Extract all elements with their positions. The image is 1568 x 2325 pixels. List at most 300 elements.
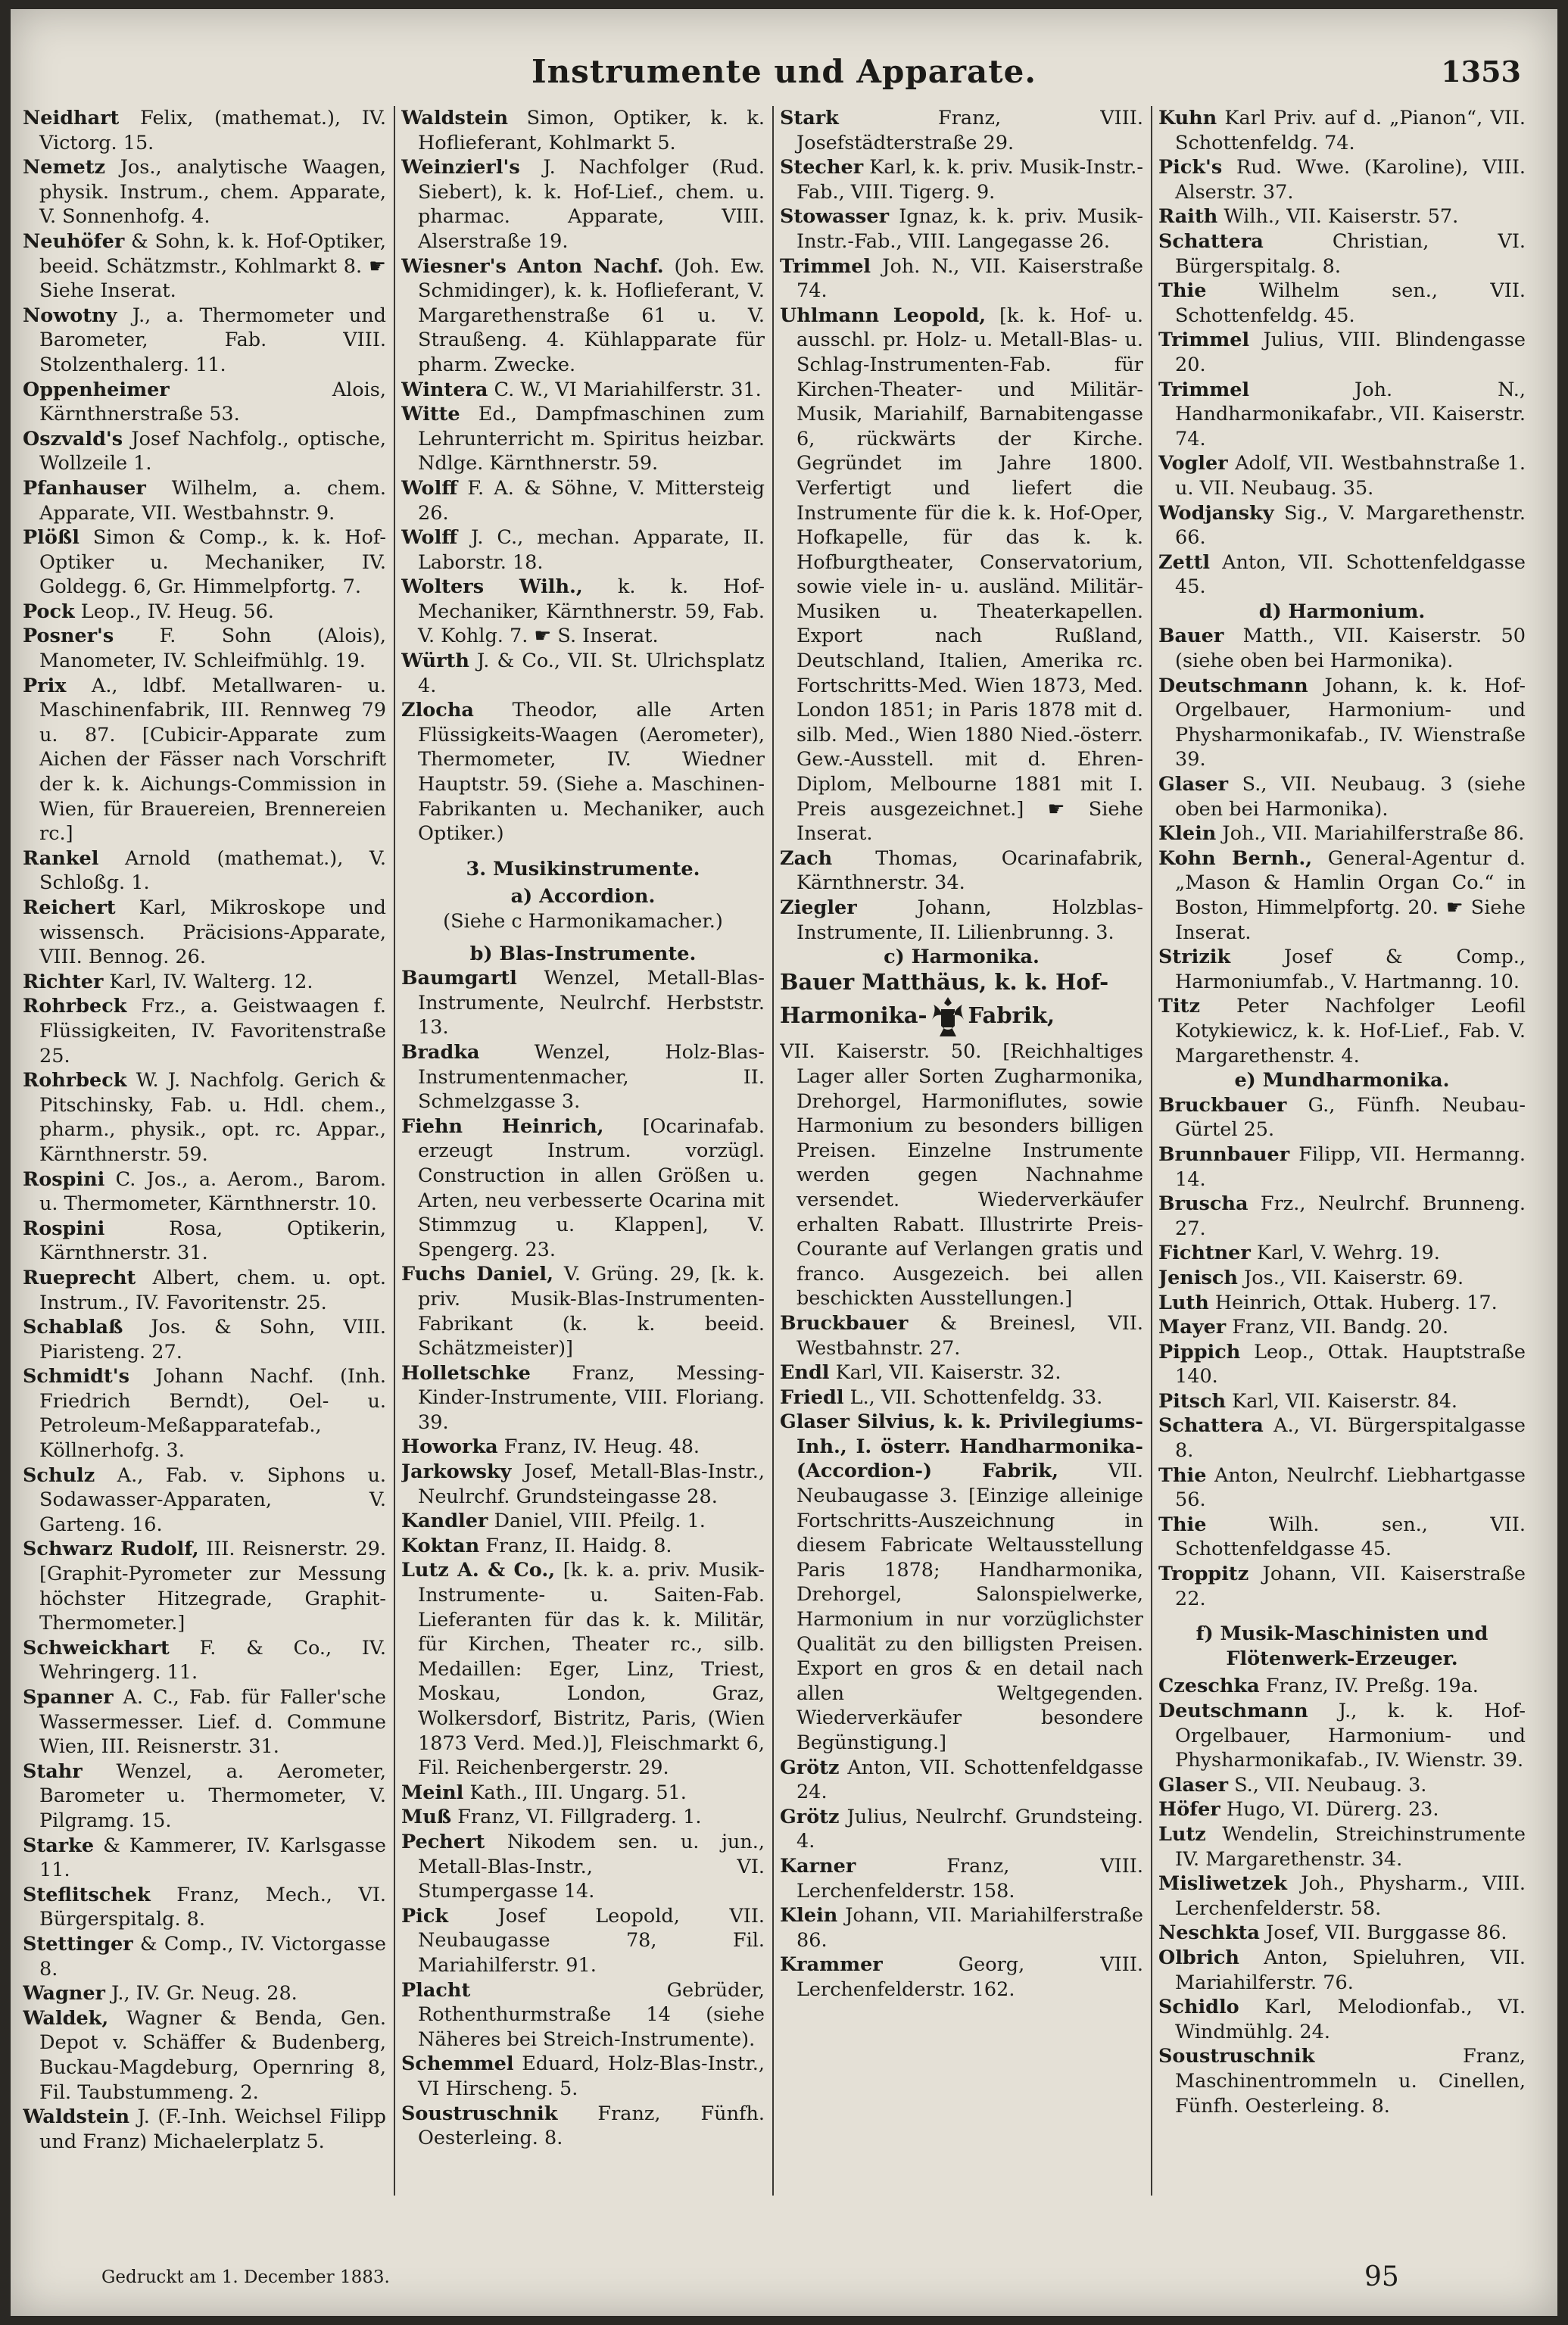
entry-name: Schulz [23, 1463, 95, 1487]
entry-name: Kandler [401, 1510, 488, 1533]
entry-details: A., Fab. v. Siphons u. Sodawasser-Apparaten, V. Garteng. 16. [39, 1463, 386, 1536]
subsection-heading: d) Harmonium. [1258, 600, 1426, 623]
entry-name: Pippich [1158, 1340, 1241, 1364]
directory-entry [401, 1361, 765, 1435]
entry-details: (Joh. Ew. Schmidinger), k. k. Hoflieferant, V. Margarethenstraße 61 u. V. Straußeng. 4. Kühlapparate für pharm. Zwecke. [418, 254, 765, 376]
entry-name: Bauer [1158, 625, 1224, 648]
entry-name: Pick [401, 1904, 449, 1928]
entry-name: Lutz [1158, 1822, 1206, 1846]
entry-details: General-Agentur d. „Mason & Hamlin Organ Co.“ in Boston, Himmelpfortg. 20. ☛ Siehe Inserat. [1175, 846, 1526, 944]
entry-name: Deutschmann [1158, 674, 1308, 697]
directory-entry [780, 1854, 1143, 1903]
directory-entry [1158, 328, 1526, 377]
directory-entry [401, 1978, 765, 2052]
entry-name: Luth [1158, 1291, 1209, 1314]
entry-name: Schidlo [1158, 1996, 1239, 2019]
entry-details: Simon & Comp., k. k. Hof-Optiker u. Mechaniker, IV. Goldegg. 6, Gr. Himmelpfortg. 7. [39, 526, 386, 599]
section-heading: 3. Musikinstrumente. [466, 857, 700, 880]
entry-details: Franz, Maschinentrommeln u. Cinellen, Fünfh. Oesterleing. 8. [1175, 2045, 1526, 2118]
directory-entry [23, 1834, 386, 1883]
directory-entry [1158, 1389, 1526, 1414]
entry-name: Bruckbauer [1158, 1093, 1287, 1117]
entry-details: Franz, VI. Fillgraderg. 1. [451, 1806, 702, 1829]
page-header [11, 53, 1557, 98]
directory-page [11, 9, 1557, 2316]
entry-details: Ignaz, k. k. priv. Musik-Instr.-Fab., VIII. Langegasse 26. [796, 205, 1143, 253]
entry-name: Stecher [780, 156, 864, 179]
directory-entry [23, 600, 386, 625]
entry-name: Zettl [1158, 550, 1211, 574]
entry-details: Jos. & Sohn, VIII. Piaristeng. 27. [39, 1316, 386, 1364]
entry-name: Misliwetzek [1158, 1872, 1287, 1896]
directory-entry [401, 1781, 765, 1806]
entry-name: Strizik [1158, 946, 1231, 969]
entry-name: Neschkta [1158, 1921, 1260, 1945]
entry-name: Glaser Silvius, k. k. Privilegiums-Inh., I. österr. Handharmonika- (Accordion-) Fabrik, [780, 1410, 1143, 1483]
entry-name: Waldstein [23, 2105, 130, 2129]
entry-name: Steflitschek [23, 1883, 151, 1906]
directory-entry [23, 994, 386, 1068]
entry-details: J., k. k. Hof-Orgelbauer, Harmonium- und Physharmonikafab., IV. Wienstr. 39. [1175, 1700, 1526, 1772]
directory-entry [23, 229, 386, 304]
directory-entry [1158, 945, 1526, 994]
directory-entry [780, 1385, 1143, 1410]
entry-details: Karl, VII. Kaiserstr. 32. [829, 1361, 1061, 1385]
firm-heading: Bauer Matthäus, k. k. Hof- [780, 968, 1109, 995]
directory-entry [401, 2052, 765, 2101]
entry-details: Jos., VII. Kaiserstr. 69. [1237, 1266, 1464, 1289]
directory-entry [401, 402, 765, 476]
entry-name: Schattera [1158, 229, 1264, 253]
entry-details: Johann, VII. Kaiserstraße 22. [1175, 1563, 1526, 1610]
entry-details: Johann, Holzblas-Instrumente, II. Lilienbrunng. 3. [796, 896, 1143, 944]
directory-entry [401, 966, 765, 1040]
directory-entry [401, 1904, 765, 1978]
entry-name: Klein [780, 1904, 838, 1928]
entry-name: Trimmel [1158, 378, 1250, 401]
directory-entry [401, 378, 765, 403]
entry-name: Wolters Wilh., [401, 575, 583, 599]
entry-name: Witte [401, 403, 460, 426]
firm-heading [780, 994, 1143, 1039]
directory-entry [1158, 1773, 1526, 1798]
entry-details: Joh. N., VII. Kaiserstraße 74. [796, 254, 1143, 303]
entry-details: Leop., Ottak. Hauptstraße 140. [1175, 1340, 1526, 1388]
directory-entry [23, 2006, 386, 2105]
column-rule [1151, 106, 1152, 2196]
entry-name: Plößl [23, 526, 79, 550]
entry-name: Schemmel [401, 2052, 514, 2076]
entry-details: & Breinesl, VII. Westbahnstr. 27. [796, 1311, 1143, 1360]
entry-name: Wolff [401, 476, 458, 500]
entry-details: Theodor, alle Arten Flüssigkeits-Waagen (Aerometer), Thermometer, IV. Wiedner Hauptstr. 59. (Siehe a. Maschinen-Fabrikanten u. Mechaniker, auch Optiker.) [418, 699, 765, 846]
directory-entry [1158, 1797, 1526, 1822]
entry-name: Placht [401, 1978, 471, 2002]
entry-name: Czeschka [1158, 1675, 1260, 1698]
entry-name: Ziegler [780, 896, 857, 919]
entry-name: Holletschke [401, 1361, 531, 1385]
firm-heading-part: Fabrik, [968, 1002, 1055, 1029]
entry-name: Lutz A. & Co., [401, 1559, 556, 1582]
entry-details: Ed., Dampfmaschinen zum Lehrunterricht m. Spiritus heizbar. Ndlge. Kärnthnerstr. 59. [418, 403, 765, 475]
column-2 [401, 106, 765, 2203]
entry-details: & Sohn, k. k. Hof-Optiker, beeid. Schätzmstr., Kohlmarkt 8. ☛ Siehe Inserat. [39, 229, 386, 303]
entry-name: Wolff [401, 526, 458, 550]
entry-name: Neuhöfer [23, 229, 125, 253]
entry-name: Posner's [23, 625, 114, 648]
entry-name: Baumgartl [401, 967, 517, 990]
firm-heading-part: Harmonika- [780, 1002, 927, 1029]
entry-name: Prix [23, 674, 67, 697]
entry-details: L., VII. Schottenfeldg. 33. [843, 1385, 1103, 1409]
directory-entry [1158, 821, 1526, 846]
entry-name: Klein [1158, 822, 1217, 846]
entry-details: Franz, IV. Heug. 48. [497, 1435, 700, 1459]
directory-entry [1158, 1995, 1526, 2044]
entry-name: Trimmel [1158, 329, 1250, 352]
entry-name: Richter [23, 970, 104, 993]
entry-name: Schablaß [23, 1316, 123, 1339]
directory-entry [1158, 204, 1526, 229]
directory-entry [780, 254, 1143, 304]
directory-entry [401, 1460, 765, 1509]
entry-name: Pick's [1158, 156, 1223, 179]
directory-entry [23, 1537, 386, 1635]
entry-details: Joh., Physharm., VIII. Lerchenfelderstr. 58. [1175, 1872, 1526, 1920]
directory-entry [1158, 1291, 1526, 1316]
entry-details: Rosa, Optikerin, Kärnthnerstr. 31. [39, 1217, 386, 1265]
entry-name: Rospini [23, 1217, 105, 1240]
entry-name: Höfer [1158, 1798, 1220, 1822]
entry-name: Pock [23, 600, 75, 623]
entry-details: Peter Nachfolger Leofil Kotykiewicz, k. k. Hof-Lief., Fab. V. Margarethenstr. 4. [1175, 995, 1526, 1067]
directory-entry [23, 155, 386, 229]
directory-entry [1158, 1921, 1526, 1946]
entry-details: Wilhelm, a. chem. Apparate, VII. Westbahnstr. 9. [39, 476, 386, 525]
directory-entry [23, 378, 386, 427]
subsection-heading: a) Accordion. [510, 885, 656, 908]
directory-entry [23, 896, 386, 970]
entry-details: Franz, VII. Bandg. 20. [1226, 1316, 1449, 1339]
entry-name: Rueprecht [23, 1266, 136, 1289]
directory-entry [23, 304, 386, 378]
entry-name: Nowotny [23, 304, 117, 327]
directory-entry [401, 1558, 765, 1780]
directory-entry [401, 476, 765, 525]
entry-name: Starke [23, 1834, 95, 1857]
entry-details: Franz, II. Haidg. 8. [479, 1534, 672, 1557]
entry-name: Titz [1158, 995, 1200, 1018]
directory-entry [1158, 1093, 1526, 1142]
directory-entry [780, 1805, 1143, 1854]
directory-entry [1158, 451, 1526, 500]
entry-name: Jarkowsky [401, 1460, 512, 1484]
entry-name: Meinl [401, 1781, 464, 1804]
entry-name: Thie [1158, 1463, 1207, 1487]
entry-name: Thie [1158, 279, 1207, 303]
directory-entry [1158, 2044, 1526, 2118]
directory-entry [401, 2102, 765, 2151]
entry-details: Gebrüder, Rothenthurmstraße 14 (siehe Näheres bei Streich-Instrumente). [418, 1978, 765, 2051]
entry-name: Stettinger [23, 1932, 133, 1956]
entry-details: & Comp., IV. Victorgasse 8. [39, 1932, 386, 1981]
entry-name: Trimmel [780, 254, 871, 278]
directory-entry [1158, 1674, 1526, 1699]
section-note: (Siehe c Harmonikamacher.) [443, 910, 723, 933]
directory-entry [401, 649, 765, 698]
entry-name: Pitsch [1158, 1389, 1227, 1413]
entry-details: Wenzel, Metall-Blas-Instrumente, Neulrchf. Herbststr. 13. [418, 967, 765, 1039]
directory-entry [401, 155, 765, 254]
entry-name: Rospini [23, 1167, 105, 1191]
entry-name: Howorka [401, 1435, 498, 1459]
entry-details: Alois, Kärnthnerstraße 53. [39, 378, 386, 426]
entry-name: Wintera [401, 378, 488, 401]
column-rule [772, 106, 774, 2196]
entry-details: A., VI. Bürgerspitalgasse 8. [1175, 1414, 1526, 1463]
directory-entry [1158, 1822, 1526, 1872]
entry-name: Soustruschnik [1158, 2045, 1315, 2068]
directory-entry [1158, 1872, 1526, 1921]
entry-name: Wodjansky [1158, 501, 1274, 525]
entry-name: Thie [1158, 1513, 1207, 1536]
directory-entry [1158, 674, 1526, 772]
directory-entry [1158, 106, 1526, 155]
entry-name: Kuhn [1158, 107, 1217, 129]
directory-entry [401, 575, 765, 649]
directory-entry [401, 1805, 765, 1830]
entry-details: Karl, VII. Kaiserstr. 84. [1226, 1389, 1458, 1413]
entry-name: Rankel [23, 846, 99, 870]
subsection-heading: e) Mundharmonika. [1234, 1069, 1450, 1092]
entry-details: Christian, VI. Bürgerspitalg. 8. [1175, 229, 1526, 278]
entry-name: Zlocha [401, 699, 474, 722]
entry-name: Bruckbauer [780, 1311, 909, 1335]
entry-details: Julius, Neulrchf. Grundsteing. 4. [796, 1805, 1143, 1853]
entry-name: Wagner [23, 1982, 105, 2006]
entry-details: [Ocarinafab. erzeugt Instrum. vorzügl. Construction in allen Größen u. Arten, neu verbesserte Ocarina mit Stimmzug u. Klappen], V. Spengerg. 23. [418, 1114, 765, 1261]
directory-entry [401, 254, 765, 378]
entry-name: Olbrich [1158, 1946, 1239, 1969]
entry-details: Josef Nachfolg., optische, Wollzeile 1. [39, 427, 386, 475]
entry-details: Sig., V. Margarethenstr. 66. [1175, 501, 1526, 550]
directory-entry [401, 1534, 765, 1559]
entry-details: Frz., a. Geistwaagen f. Flüssigkeiten, IV. Favoritenstraße 25. [39, 995, 386, 1067]
entry-name: Schattera [1158, 1414, 1264, 1438]
subsection-heading: b) Blas-Instrumente. [469, 942, 697, 965]
entry-name: Raith [1158, 205, 1218, 229]
directory-entry [401, 698, 765, 846]
page-footer [11, 2261, 1557, 2299]
entry-name: Zach [780, 846, 833, 870]
directory-entry [401, 1509, 765, 1534]
signature-number: 95 [1364, 2261, 1399, 2292]
directory-entry [23, 970, 386, 995]
section-heading: f) Musik-Maschinisten und Flötenwerk-Erzeuger. [1195, 1622, 1489, 1670]
column-4 [1158, 106, 1526, 2203]
entry-name: Friedl [780, 1385, 844, 1409]
entry-name: Reichert [23, 896, 116, 919]
directory-entry [23, 525, 386, 600]
entry-name: Weinzierl's [401, 156, 520, 179]
entry-details: Joh. N., Handharmonikafabr., VII. Kaiserstr. 74. [1175, 378, 1526, 450]
entry-details: J. C., mechan. Apparate, II. Laborstr. 18. [418, 526, 765, 574]
entry-details: F. Sohn (Alois), Manometer, IV. Schleifmühlg. 19. [39, 625, 386, 673]
directory-entry [23, 476, 386, 525]
directory-entry [23, 624, 386, 673]
entry-details: Franz, Mech., VI. Bürgerspitalg. 8. [39, 1883, 386, 1931]
entry-name: Krammer [780, 1953, 883, 1977]
entry-name: Oppenheimer [23, 378, 170, 401]
entry-details: Wilh. sen., VII. Schottenfeldgasse 45. [1175, 1513, 1526, 1561]
directory-entry [1158, 1513, 1526, 1562]
entry-details: Josef Leopold, VII. Neubaugasse 78, Fil. Mariahilferstr. 91. [418, 1904, 765, 1977]
directory-entry [780, 155, 1143, 204]
subsection-heading: c) Harmonika. [884, 946, 1040, 969]
entry-details: III. Reisnerstr. 29. [Graphit-Pyrometer zur Messung höchster Hitzegrade, Graphit-Thermometer.] [39, 1538, 386, 1635]
entry-name: Fichtner [1158, 1242, 1251, 1265]
entry-name: Endl [780, 1361, 830, 1385]
entry-details: Johann, VII. Mariahilferstraße 86. [796, 1904, 1143, 1952]
print-date: Gedruckt am 1. December 1883. [101, 2267, 390, 2287]
directory-entry [23, 1266, 386, 1315]
directory-entry [1158, 1142, 1526, 1192]
directory-entry [23, 1167, 386, 1217]
directory-entry [780, 896, 1143, 945]
directory-entry [401, 1830, 765, 1904]
directory-entry [23, 1883, 386, 1932]
entry-details: Anton, Spieluhren, VII. Mariahilferstr. 76. [1175, 1946, 1526, 1994]
directory-entry [23, 2105, 386, 2154]
entry-details: J. (F.-Inh. Weichsel Filipp und Franz) Michaelerplatz 5. [39, 2105, 386, 2153]
directory-entry [23, 1068, 386, 1167]
entry-name: Jenisch [1158, 1266, 1238, 1289]
entry-details: F. & Co., IV. Wehringerg. 11. [39, 1636, 386, 1685]
entry-details: Kath., III. Ungarg. 51. [463, 1781, 687, 1804]
entry-details: Jos., analytische Waagen, physik. Instrum., chem. Apparate, V. Sonnenhofg. 4. [39, 156, 386, 229]
entry-details: Felix, (mathemat.), IV. Victorg. 15. [39, 107, 386, 154]
entry-details: W. J. Nachfolg. Gerich & Pitschinsky, Fab. u. Hdl. chem., pharm., physik., opt. rc. Appar., Kärnthnerstr. 59. [39, 1069, 386, 1166]
entry-name: Schmidt's [23, 1365, 129, 1388]
entry-details: Leop., IV. Heug. 56. [74, 600, 274, 623]
page-number: 1353 [1441, 55, 1521, 89]
entry-details: J. Nachfolger (Rud. Siebert), k. k. Hof-Lief., chem. u. pharmac. Apparate, VIII. Alserstraße 19. [418, 156, 765, 253]
entry-details: Julius, VIII. Blindengasse 20. [1175, 329, 1526, 376]
entry-name: Kohn Bernh., [1158, 846, 1313, 870]
directory-entry [780, 846, 1143, 896]
directory-entry [1158, 772, 1526, 821]
entry-details: Wenzel, Holz-Blas-Instrumentenmacher, II. Schmelzgasse 3. [418, 1040, 765, 1114]
directory-entry [780, 1903, 1143, 1953]
entry-details: Karl, V. Wehrg. 19. [1250, 1242, 1440, 1265]
entry-details: J., IV. Gr. Neug. 28. [104, 1982, 298, 2006]
directory-entry [1158, 550, 1526, 600]
entry-details: Hugo, VI. Dürerg. 23. [1220, 1798, 1439, 1822]
entry-details: Adolf, VII. Westbahnstraße 1. u. VII. Neubaug. 35. [1175, 452, 1526, 500]
entry-name: Koktan [401, 1534, 480, 1557]
directory-entry [401, 1435, 765, 1460]
entry-details: J. & Co., VII. St. Ulrichsplatz 4. [418, 650, 765, 697]
entry-details: Matth., VII. Kaiserstr. 50 (siehe oben bei Harmonika). [1175, 625, 1526, 673]
entry-details: Daniel, VIII. Pfeilg. 1. [488, 1510, 706, 1533]
entry-name: Schweickhart [23, 1636, 170, 1660]
entry-details: Johann Nachf. (Inh. Friedrich Berndt), Oel- u. Petroleum-Meßapparatefab., Köllnerhofg. 3. [39, 1365, 386, 1463]
entry-details: C. W., VI Mariahilferstr. 31. [488, 378, 762, 401]
entry-details: Karl, Mikroskope und wissensch. Präcisions-Apparate, VIII. Bennog. 26. [39, 896, 386, 969]
entry-details: Joh., VII. Mariahilferstraße 86. [1216, 822, 1525, 846]
directory-entry [23, 1364, 386, 1463]
entry-name: Glaser [1158, 1773, 1229, 1797]
directory-entry [1158, 846, 1526, 945]
entry-details: Franz, Fünfh. Oesterleing. 8. [418, 2102, 765, 2150]
entry-name: Rohrbeck [23, 995, 127, 1018]
entry-details: & Kammerer, IV. Karlsgasse 11. [39, 1834, 386, 1882]
entry-name: Wiesner's Anton Nachf. [401, 254, 664, 278]
entry-details: Arnold (mathemat.), V. Schloßg. 1. [39, 846, 386, 895]
entry-name: Oszvald's [23, 427, 123, 450]
directory-entry [780, 1039, 1143, 1311]
entry-details: A., ldbf. Metallwaren- u. Maschinenfabrik, III. Rennweg 79 u. 87. [Cubicir-Apparate zum Aichen der Fässer nach Vorschrift der k. k. Aichungs-Commission in Wien, für Brauereien, Brennereien rc.] [39, 674, 386, 846]
directory-entry [1158, 1192, 1526, 1241]
directory-entry [780, 1953, 1143, 2002]
entry-details: V. Grüng. 29, [k. k. priv. Musik-Blas-Instrumenten-Fabrikant (k. k. beeid. Schätzmeister)] [418, 1263, 765, 1360]
entry-details: G., Fünfh. Neubau-Gürtel 25. [1175, 1093, 1526, 1142]
entry-name: Bradka [401, 1040, 480, 1064]
directory-entry [1158, 1266, 1526, 1291]
directory-entry [780, 204, 1143, 254]
directory-entry [780, 106, 1143, 155]
entry-details: Albert, chem. u. opt. Instrum., IV. Favoritenstr. 25. [39, 1266, 386, 1314]
directory-entry [23, 1685, 386, 1759]
entry-name: Pechert [401, 1830, 485, 1853]
entry-name: Troppitz [1158, 1563, 1249, 1586]
entry-details: VII. Neubaugasse 3. [Einzige alleinige Fortschritts-Auszeichnung in diesem Fabricate Weltausstellung Paris 1878; Handharmonika, Drehorgel, Salonspielwerke, Harmonium in nur vorzüglichster Qualität zu den billigsten Preisen. Export en gros & en detail nach allen Weltgegenden. Wiederverkäufer besondere Begünstigung.] [796, 1460, 1143, 1754]
directory-entry [780, 1756, 1143, 1805]
directory-entry [401, 106, 765, 155]
entry-details: J., a. Thermometer und Barometer, Fab. VIII. Stolzenthalerg. 11. [39, 304, 386, 376]
entry-name: Bruscha [1158, 1192, 1248, 1216]
entry-details: S., VII. Neubaug. 3 (siehe oben bei Harmonika). [1175, 773, 1526, 821]
entry-details: Rud. Wwe. (Karoline), VIII. Alserstr. 37. [1175, 156, 1526, 204]
directory-entry [23, 1217, 386, 1266]
directory-entry [23, 1932, 386, 1981]
directory-entry [23, 1315, 386, 1364]
entry-details: Simon, Optiker, k. k. Hoflieferant, Kohlmarkt 5. [418, 107, 765, 154]
directory-entry [1158, 1946, 1526, 1995]
entry-name: Fuchs Daniel, [401, 1263, 553, 1286]
entry-details: Wilhelm sen., VII. Schottenfeldg. 45. [1175, 279, 1526, 327]
directory-entry [1158, 624, 1526, 673]
entry-details: Wilh., VII. Kaiserstr. 57. [1217, 205, 1459, 229]
directory-entry [1158, 1340, 1526, 1389]
entry-name: Nemetz [23, 156, 105, 179]
directory-entry [780, 1410, 1143, 1755]
entry-name: Muß [401, 1806, 452, 1829]
entry-name: Grötz [780, 1805, 840, 1828]
directory-entry [1158, 1463, 1526, 1513]
directory-entry [780, 1311, 1143, 1360]
entry-name: Deutschmann [1158, 1700, 1308, 1722]
entry-details: Anton, VII. Schottenfeldgasse 24. [796, 1756, 1143, 1804]
entry-details: Anton, Neulrchf. Liebhartgasse 56. [1175, 1463, 1526, 1512]
entry-name: Brunnbauer [1158, 1142, 1290, 1166]
directory-entry [23, 674, 386, 846]
entry-details: Josef, Metall-Blas-Instr., Neulrchf. Grundsteingasse 28. [418, 1460, 765, 1508]
directory-entry [1158, 378, 1526, 452]
entry-details: Filipp, VII. Hermanng. 14. [1175, 1142, 1526, 1191]
entry-details: Karl, Melodionfab., VI. Windmühlg. 24. [1175, 1996, 1526, 2043]
directory-entry [1158, 994, 1526, 1068]
